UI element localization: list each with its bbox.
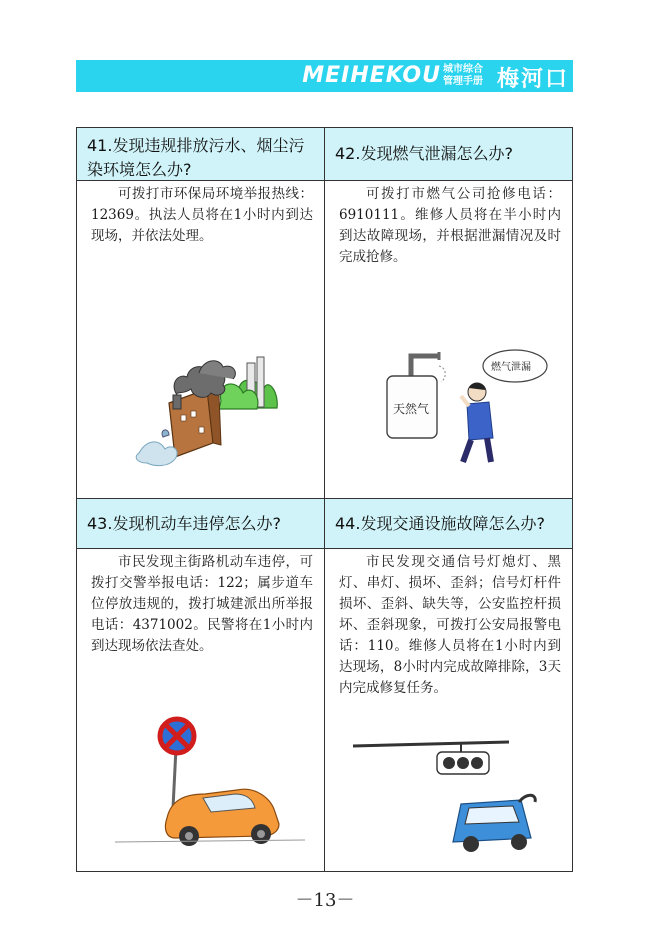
city-name: 梅河口 <box>496 67 569 92</box>
speech-bubble-text: 燃气泄漏 <box>491 362 531 373</box>
answer-41-text: 可拨打市环保局环境举报热线：12369。执法人员将在1小时内到达现场，并依法处理。 <box>91 186 313 244</box>
qa-grid <box>76 127 573 872</box>
factory-smoke-illustration <box>129 333 289 473</box>
gas-box-label: 天然气 <box>393 402 430 416</box>
page-number: －13－ <box>295 890 355 911</box>
header-band <box>76 60 573 92</box>
answer-44-text: 市民发现交通信号灯熄灯、黑灯、串灯、损坏、歪斜；信号灯杆件损坏、歪斜、缺失等，公安监控杆损坏、歪斜现象，可拨打公安局报警电话：110。维修人员将在1小时内到达现场，8小时内完成故障排除，3天内完成修复任务。 <box>339 554 561 696</box>
question-44-heading: 44.发现交通设施故障怎么办? <box>325 499 572 548</box>
answer-43-text: 市民发现主街路机动车违停，可拨打交警举报电话：122；属步道车位停放违规的，拨打城建派出所举报电话：4371002。民警将在1小时内到达现场依法查处。 <box>91 554 313 654</box>
brand-title: MEIHEKOU <box>302 63 441 88</box>
answer-42-text: 可拨打市燃气公司抢修电话：6910111。维修人员将在半小时内到达故障现场，并根据泄漏情况及时完成抢修。 <box>339 186 561 265</box>
brand-subtitle: 城市综合 管理手册 <box>443 64 483 87</box>
grid-divider <box>77 548 572 549</box>
gas-leak-illustration <box>377 338 557 468</box>
traffic-light-illustration <box>349 728 559 858</box>
question-43-heading: 43.发现机动车违停怎么办? <box>77 499 324 548</box>
question-41-heading: 41.发现违规排放污水、烟尘污染环境怎么办? <box>77 128 324 180</box>
question-42-heading: 42.发现燃气泄漏怎么办? <box>325 128 572 180</box>
no-parking-car-illustration <box>115 708 315 848</box>
